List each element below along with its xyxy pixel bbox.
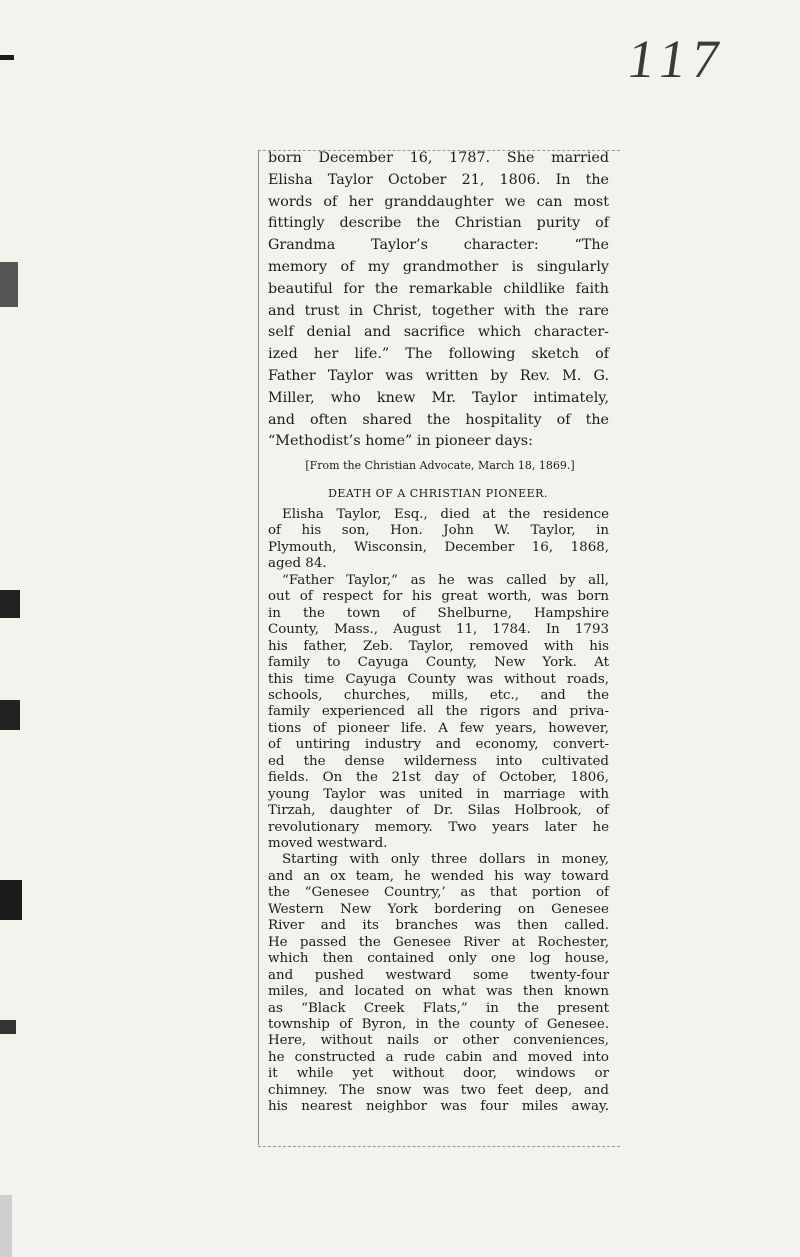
text-line: which then contained only one log house, — [268, 951, 609, 967]
text-line: and pushed westward some twenty-four — [268, 967, 609, 983]
text-line: this time Cayuga County was without roads, — [268, 671, 609, 687]
scan-corner-shadow — [0, 1195, 12, 1257]
text-line: fittingly describe the Christian purity of — [268, 215, 609, 232]
text-line: family experienced all the rigors and priva- — [268, 704, 609, 720]
text-line: miles, and located on what was then known — [268, 984, 609, 1000]
text-line: “Methodist’s home” in pioneer days: — [268, 433, 533, 450]
text-line: as “Black Creek Flats,” in the present — [268, 1000, 609, 1016]
text-line: ized her life.” The following sketch of — [268, 346, 609, 363]
text-line: Tirzah, daughter of Dr. Silas Holbrook, of — [268, 803, 609, 819]
text-line: township of Byron, in the county of Genesee. — [268, 1016, 609, 1032]
text-line: Western New York bordering on Genesee — [268, 901, 609, 917]
text-line: his nearest neighbor was four miles away. — [268, 1099, 609, 1115]
text-line: born December 16, 1787. She married — [268, 150, 609, 166]
text-line: the “Genesee Country,’ as that portion of — [268, 885, 609, 901]
edge-mark — [0, 880, 22, 920]
text-line: chimney. The snow was two feet deep, and — [268, 1082, 609, 1098]
text-line: Plymouth, Wisconsin, December 16, 1868, — [268, 539, 609, 555]
text-line: tions of pioneer life. A few years, however, — [268, 720, 609, 736]
text-line: it while yet without door, windows or — [268, 1066, 609, 1082]
text-line: in the town of Shelburne, Hampshire — [268, 605, 609, 621]
edge-mark — [0, 55, 14, 60]
text-line: He passed the Genesee River at Rochester, — [268, 934, 609, 950]
edge-mark — [0, 700, 20, 730]
text-line: moved westward. — [268, 836, 388, 851]
text-line: his father, Zeb. Taylor, removed with his — [268, 638, 609, 654]
edge-mark — [0, 1020, 16, 1034]
edge-mark — [0, 590, 20, 618]
handwritten-page-number: 117 — [623, 29, 730, 89]
text-line: Starting with only three dollars in money, — [282, 852, 609, 868]
text-line: Elisha Taylor, Esq., died at the residence — [282, 507, 609, 522]
text-line: family to Cayuga County, New York. At — [268, 655, 609, 671]
text-line: and trust in Christ, together with the rare — [268, 302, 609, 319]
text-line: Miller, who knew Mr. Taylor intimately, — [268, 389, 609, 406]
source-note: [From the Christian Advocate, March 18, 1869.] — [305, 459, 575, 472]
text-line: schools, churches, mills, etc., and the — [268, 687, 609, 703]
clipping-bottom-edge — [258, 1146, 620, 1148]
text-line: Grandma Taylor’s character: “The — [268, 237, 609, 254]
text-line: out of respect for his great worth, was born — [268, 589, 609, 605]
text-line: and an ox team, he wended his way toward — [268, 868, 609, 884]
text-line: Here, without nails or other conveniences, — [268, 1033, 609, 1049]
text-line: fields. On the 21st day of October, 1806, — [268, 770, 609, 786]
text-line: he constructed a rude cabin and moved into — [268, 1049, 609, 1065]
text-line: “Father Taylor,” as he was called by all, — [282, 572, 609, 588]
text-line: young Taylor was united in marriage with — [268, 786, 609, 802]
text-line: self denial and sacrifice which character- — [268, 324, 609, 341]
text-line: County, Mass., August 11, 1784. In 1793 — [268, 622, 609, 638]
scan-left-edge — [0, 0, 30, 1257]
text-line: River and its branches was then called. — [268, 918, 609, 934]
text-line: and often shared the hospitality of the — [268, 411, 609, 428]
edge-mark — [0, 262, 18, 307]
text-line: of untiring industry and economy, convert- — [268, 737, 609, 753]
text-line: beautiful for the remarkable childlike faith — [268, 280, 609, 297]
text-line: words of her granddaughter we can most — [268, 193, 609, 210]
text-line: Father Taylor was written by Rev. M. G. — [268, 368, 609, 384]
text-line: ed the dense wilderness into cultivated — [268, 753, 609, 769]
text-line: of his son, Hon. John W. Taylor, in — [268, 523, 609, 539]
article-heading: DEATH OF A CHRISTIAN PIONEER. — [328, 487, 548, 500]
text-line: memory of my grandmother is singularly — [268, 259, 609, 275]
text-line: revolutionary memory. Two years later he — [268, 819, 609, 835]
text-line: Elisha Taylor October 21, 1806. In the — [268, 171, 609, 188]
text-line: aged 84. — [268, 556, 327, 572]
